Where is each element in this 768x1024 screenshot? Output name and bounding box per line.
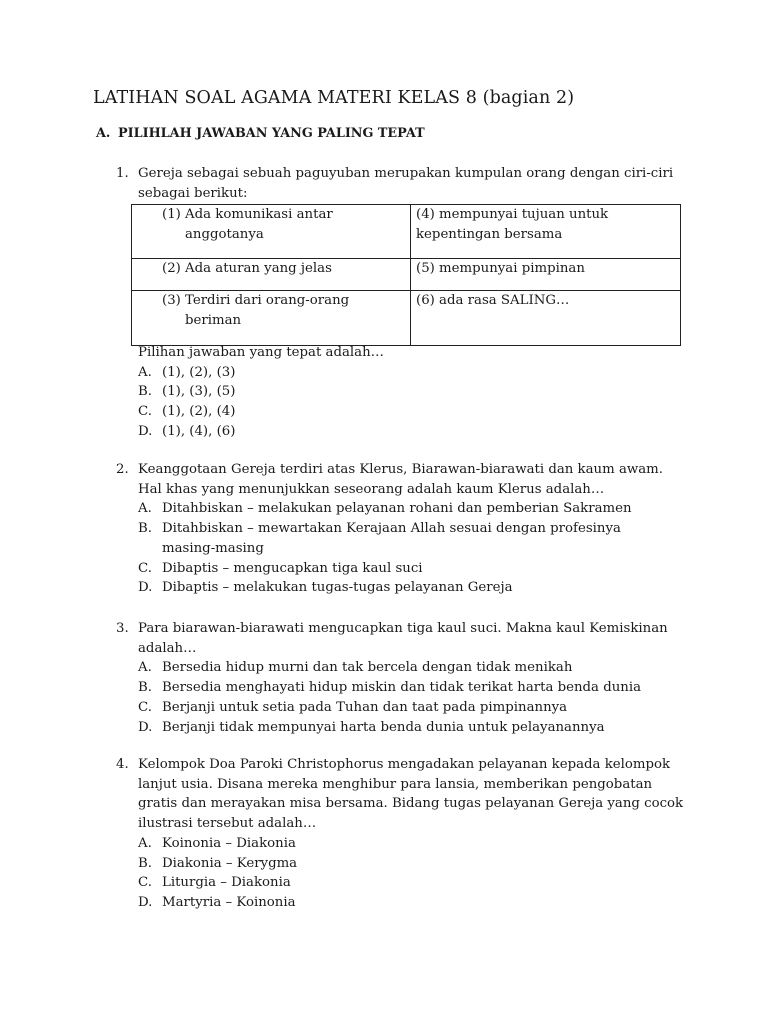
option-letter: D.	[138, 423, 153, 439]
question-number: 3.	[116, 621, 129, 636]
option-letter: A.	[138, 660, 152, 676]
option-b[interactable]	[138, 854, 684, 874]
statement-text: (4) mempunyai tujuan untuk kepentingan bersama	[416, 207, 609, 242]
statement-text: (6) ada rasa SALING…	[416, 293, 570, 308]
statement-table	[131, 204, 681, 346]
option-d[interactable]	[138, 578, 684, 598]
question-1	[116, 164, 684, 203]
option-b[interactable]	[138, 519, 622, 558]
option-d[interactable]	[138, 893, 684, 913]
question-number: 2.	[116, 462, 129, 477]
option-b[interactable]	[138, 382, 684, 402]
option-d[interactable]	[138, 422, 684, 442]
option-a[interactable]	[138, 658, 684, 678]
question-stem: Gereja sebagai sebuah paguyuban merupakan kumpulan orang dengan ciri-ciri sebagai berikut:	[138, 166, 674, 201]
answer-prompt: Pilihan jawaban yang tepat adalah…	[138, 345, 384, 360]
option-text: Bersedia hidup murni dan tak bercela dengan tidak menikah	[162, 660, 573, 676]
option-a[interactable]	[138, 834, 684, 854]
question-2	[116, 460, 684, 598]
question-number: 4.	[116, 757, 129, 772]
option-text: Liturgia – Diakonia	[162, 875, 291, 891]
option-text: Bersedia menghayati hidup miskin dan tidak terikat harta benda dunia	[162, 680, 642, 696]
question-stem: Keanggotaan Gereja terdiri atas Klerus, Biarawan-biarawati dan kaum awam. Hal khas yang menunjukkan seseorang adalah kaum Klerus adalah…	[138, 462, 664, 497]
table-cell-left	[132, 205, 411, 259]
option-letter: C.	[138, 875, 152, 891]
section-heading	[96, 126, 425, 141]
option-letter: C.	[138, 699, 152, 715]
table-cell-left	[132, 291, 411, 346]
option-text: Berjanji tidak mempunyai harta benda dunia untuk pelayanannya	[162, 719, 605, 735]
option-letter: A.	[138, 835, 152, 851]
table-cell-right	[411, 205, 681, 259]
option-letter: B.	[138, 521, 152, 537]
option-letter: C.	[138, 560, 152, 576]
question-stem: Para biarawan-biarawati mengucapkan tiga kaul suci. Makna kaul Kemiskinan adalah…	[138, 621, 668, 656]
statement-text: (5) mempunyai pimpinan	[416, 261, 585, 276]
option-letter: B.	[138, 855, 152, 871]
option-letter: B.	[138, 384, 152, 400]
question-3	[116, 619, 684, 737]
table-row	[132, 259, 681, 291]
statement-number: (1)	[162, 207, 181, 222]
statement-text: Ada komunikasi antar anggotanya	[185, 207, 333, 242]
option-text: (1), (2), (3)	[162, 364, 236, 380]
option-letter: C.	[138, 404, 152, 420]
option-letter: A.	[138, 364, 152, 380]
option-text: Berjanji untuk setia pada Tuhan dan taat pada pimpinannya	[162, 699, 568, 715]
option-letter: D.	[138, 894, 153, 910]
option-text: Dibaptis – melakukan tugas-tugas pelayanan Gereja	[162, 580, 513, 596]
option-b[interactable]	[138, 678, 684, 698]
statement-text: Ada aturan yang jelas	[185, 261, 332, 276]
option-text: Dibaptis – mengucapkan tiga kaul suci	[162, 560, 423, 576]
table-cell-right	[411, 291, 681, 346]
table-cell-left	[132, 259, 411, 291]
question-1-options	[116, 343, 684, 442]
question-4	[116, 755, 684, 913]
option-c[interactable]	[138, 873, 684, 893]
option-text: Ditahbiskan – melakukan pelayanan rohani dan pemberian Sakramen	[162, 501, 632, 517]
section-title: PILIHLAH JAWABAN YANG PALING TEPAT	[118, 126, 425, 141]
option-text: Diakonia – Kerygma	[162, 855, 298, 871]
option-text: Ditahbiskan – mewartakan Kerajaan Allah sesuai dengan profesinya masing-masing	[162, 521, 621, 556]
statement-number: (3)	[162, 293, 181, 308]
table-row	[132, 291, 681, 346]
option-c[interactable]	[138, 559, 684, 579]
table-row	[132, 205, 681, 259]
statement-text: Terdiri dari orang-orang beriman	[185, 293, 350, 328]
option-c[interactable]	[138, 402, 684, 422]
option-letter: D.	[138, 719, 153, 735]
option-letter: A.	[138, 501, 152, 517]
option-text: (1), (3), (5)	[162, 384, 236, 400]
option-d[interactable]	[138, 718, 684, 738]
question-number: 1.	[116, 166, 129, 181]
option-letter: B.	[138, 680, 152, 696]
page-title: LATIHAN SOAL AGAMA MATERI KELAS 8 (bagian 2)	[93, 88, 575, 108]
statement-number: (2)	[162, 261, 181, 276]
option-a[interactable]	[138, 499, 684, 519]
option-text: Koinonia – Diakonia	[162, 835, 296, 851]
table-cell-right	[411, 259, 681, 291]
option-c[interactable]	[138, 698, 684, 718]
option-a[interactable]	[138, 363, 684, 383]
option-text: (1), (4), (6)	[162, 423, 236, 439]
option-letter: D.	[138, 580, 153, 596]
option-text: Martyria – Koinonia	[162, 894, 296, 910]
section-letter: A.	[96, 126, 111, 141]
option-text: (1), (2), (4)	[162, 404, 236, 420]
question-stem: Kelompok Doa Paroki Christophorus mengadakan pelayanan kepada kelompok lanjut usia. Disana mereka menghibur para lansia, memberikan pengobatan gratis dan merayakan misa bersama. Bidang tugas pelayanan Gereja yang cocok ilustrasi tersebut adalah…	[138, 757, 684, 832]
